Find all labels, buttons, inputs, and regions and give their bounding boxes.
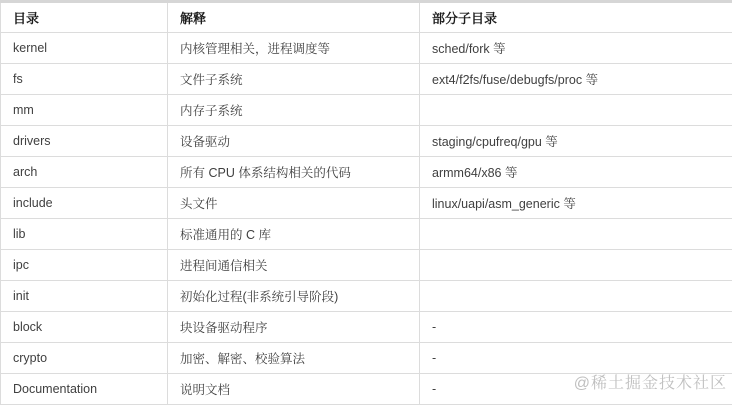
cell-directory: lib <box>1 219 168 250</box>
cell-subdirs: - <box>420 374 732 405</box>
cell-directory: mm <box>1 95 168 126</box>
column-header-subdirs: 部分子目录 <box>420 2 732 33</box>
cell-subdirs: - <box>420 312 732 343</box>
table-body <box>1 33 732 405</box>
table-row <box>1 281 732 312</box>
watermark: @稀土掘金技术社区 <box>573 375 727 392</box>
cell-explanation: 初始化过程(非系统引导阶段) <box>168 281 420 312</box>
cell-subdirs <box>420 250 732 281</box>
cell-subdirs <box>420 95 732 126</box>
cell-explanation: 内存子系统 <box>168 95 420 126</box>
cell-explanation: 文件子系统 <box>168 64 420 95</box>
cell-subdirs: ext4/f2fs/fuse/debugfs/proc 等 <box>420 64 732 95</box>
table-row <box>1 219 732 250</box>
cell-subdirs <box>420 281 732 312</box>
table-row <box>1 157 732 188</box>
cell-explanation: 设备驱动 <box>168 126 420 157</box>
cell-subdirs: armm64/x86 等 <box>420 157 732 188</box>
table-row <box>1 343 732 374</box>
cell-subdirs: - <box>420 343 732 374</box>
cell-subdirs <box>420 219 732 250</box>
column-header-directory: 目录 <box>1 2 168 33</box>
cell-directory: include <box>1 188 168 219</box>
cell-subdirs: sched/fork 等 <box>420 33 732 64</box>
table-row <box>1 374 732 405</box>
header-row <box>1 2 732 33</box>
cell-directory: kernel <box>1 33 168 64</box>
cell-explanation: 加密、解密、校验算法 <box>168 343 420 374</box>
cell-directory: ipc <box>1 250 168 281</box>
cell-explanation: 说明文档 <box>168 374 420 405</box>
table-header <box>1 2 732 33</box>
cell-directory: Documentation <box>1 374 168 405</box>
cell-explanation: 头文件 <box>168 188 420 219</box>
cell-directory: init <box>1 281 168 312</box>
cell-directory: block <box>1 312 168 343</box>
column-header-explanation: 解释 <box>168 2 420 33</box>
cell-explanation: 块设备驱动程序 <box>168 312 420 343</box>
cell-directory: crypto <box>1 343 168 374</box>
cell-subdirs: linux/uapi/asm_generic 等 <box>420 188 732 219</box>
table-row <box>1 64 732 95</box>
table-row <box>1 188 732 219</box>
cell-explanation: 标准通用的 C 库 <box>168 219 420 250</box>
table-row <box>1 312 732 343</box>
cell-explanation: 所有 CPU 体系结构相关的代码 <box>168 157 420 188</box>
cell-explanation: 进程间通信相关 <box>168 250 420 281</box>
cell-directory: drivers <box>1 126 168 157</box>
table-row <box>1 33 732 64</box>
table-row <box>1 126 732 157</box>
cell-subdirs: staging/cpufreq/gpu 等 <box>420 126 732 157</box>
cell-directory: fs <box>1 64 168 95</box>
cell-explanation: 内核管理相关，进程调度等 <box>168 33 420 64</box>
cell-directory: arch <box>1 157 168 188</box>
table-row <box>1 95 732 126</box>
table-row <box>1 250 732 281</box>
